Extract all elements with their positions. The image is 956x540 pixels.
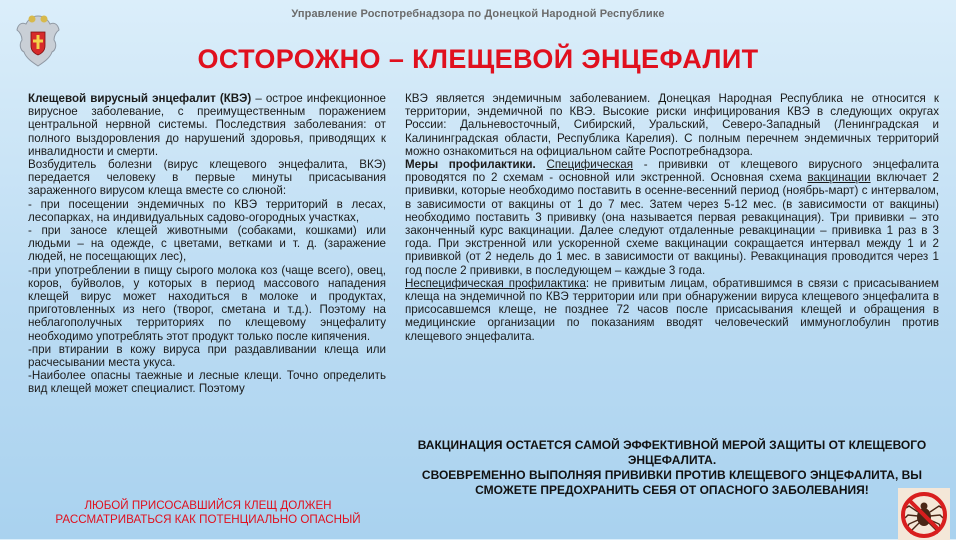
list-item: - при заносе клещей животными (собаками, кошками) или людьми – на одежде, с цветами, ветками и т. д. (заражение людей, не посещающих лес), <box>28 224 386 264</box>
disease-term: Клещевой вирусный энцефалит (КВЭ) <box>28 92 252 105</box>
no-ticks-sign-icon <box>898 488 950 540</box>
tick-warning-line: РАССМАТРИВАТЬСЯ КАК ПОТЕНЦИАЛЬНО ОПАСНЫЙ <box>55 513 361 526</box>
prevention-label: Меры профилактики. <box>405 158 536 172</box>
endemic-paragraph: КВЭ является эндемичным заболеванием. Донецкая Народная Республика не относится к территории, эндемичной по КВЭ. Высокие риски инфицирования КВЭ в следующих округах России: Дальневосточный, Сибирский, Уральский, Северо-Западный (Ленинградская и Калининградская области, Республика Карелия). С полным перечнем эндемичных территорий можно ознакомиться на официальном сайте Роспотребнадзора. <box>405 92 939 158</box>
list-item: - при посещении эндемичных по КВЭ территорий в лесах, лесопарках, на индивидуальных садово-огородных участках, <box>28 197 386 224</box>
tick-warning-line: ЛЮБОЙ ПРИСОСАВШИЙСЯ КЛЕЩ ДОЛЖЕН <box>84 499 332 512</box>
tick-warning <box>22 499 394 527</box>
left-column <box>28 92 386 396</box>
transmission-paragraph: Возбудитель болезни (вирус клещевого энцефалита, ВКЭ) передается человеку в первые минуты присасывания зараженного вирусом клеща вместе со слюной: <box>28 158 386 198</box>
right-column <box>405 92 939 343</box>
vaccination-call-to-action <box>405 438 939 498</box>
vaccination-label: вакцинации <box>807 171 871 185</box>
nonspecific-label: Неспецифическая профилактика <box>405 276 586 290</box>
nonspecific-paragraph: Неспецифическая профилактика: не привитым лицам, обратившимся в связи с присасыванием клеща на эндемичной по КВЭ территории или при обнаружении вируса клещевого энцефалита в присосавшемся клеще, не позднее 72 часов после присасывания клещей и обращения в медицинские организации по показаниям вводят человеческий иммуноглобулин против клещевого энцефалита. <box>405 276 940 343</box>
specific-label: Специфическая <box>546 158 634 172</box>
list-item: -при втирании в кожу вируса при раздавливании клеща или расчесывании места укуса. <box>28 342 386 370</box>
cta-line: СВОЕВРЕМЕННО ВЫПОЛНЯЯ ПРИВИВКИ ПРОТИВ КЛЕЩЕВОГО ЭНЦЕФАЛИТА, ВЫ СМОЖЕТЕ ПРЕДОХРАНИТЬ СЕБЯ ОТ ОПАСНОГО ЗАБОЛЕВАНИЯ! <box>421 468 923 497</box>
prevention-paragraph: Меры профилактики. Специфическая - прививки от клещевого вирусного энцефалита проводятся по 2 схемам - основной или экстренной. Основная схема вакцинации включает 2 прививки, которые необходимо поставить в осенне-весенний период (ноябрь-март) с интервалом, в зависимости от вакцины от 1 до 7 мес. Затем через 5-12 мес. (в зависимости от вакцины) необходимо поставить 3 прививку (она называется первая ревакцинация). Три прививки – это законченный курс вакцинации. Далее следуют отдаленные ревакцинации – прививка 1 раз в 3 года. При экстренной или ускоренной схеме вакцинации сокращается интервал между 1 и 2 прививкой (от 2 недель до 1 мес. в зависимости от вакцины). Ревакцинация проводится через 1 год после 2 прививки, в последующем – каждые 3 года. <box>405 158 939 277</box>
ticks-paragraph: -Наиболее опасны таежные и лесные клещи. Точно определить вид клещей может специалист. Поэтому <box>28 369 386 396</box>
page-title: ОСТОРОЖНО – КЛЕЩЕВОЙ ЭНЦЕФАЛИТ <box>197 44 759 74</box>
list-item: -при употреблении в пищу сырого молока коз (чаще всего), овец, коров, буйволов, у которых в период массового нападения клещей вирус может находиться в молоке и продуктах, приготовленных из него (творог, сметана и т.д.). Поэтому на неблагополучных территориях по клещевому энцефалиту необходимо употреблять этот продукт только после кипячения. <box>28 263 386 343</box>
organization-header: Управление Роспотребнадзора по Донецкой Народной Республике <box>291 8 665 20</box>
definition-paragraph: Клещевой вирусный энцефалит (КВЭ) – острое инфекционное вирусное заболевание, с преимущественным поражением центральной нервной системы. Последствия заболевания: от полного выздоровления до нарушений здоровья, приводящих к инвалидности и смерти. <box>28 92 387 158</box>
cta-line: ВАКЦИНАЦИЯ ОСТАЕТСЯ САМОЙ ЭФФЕКТИВНОЙ МЕРОЙ ЗАЩИТЫ ОТ КЛЕЩЕВОГО ЭНЦЕФАЛИТА. <box>417 438 927 467</box>
